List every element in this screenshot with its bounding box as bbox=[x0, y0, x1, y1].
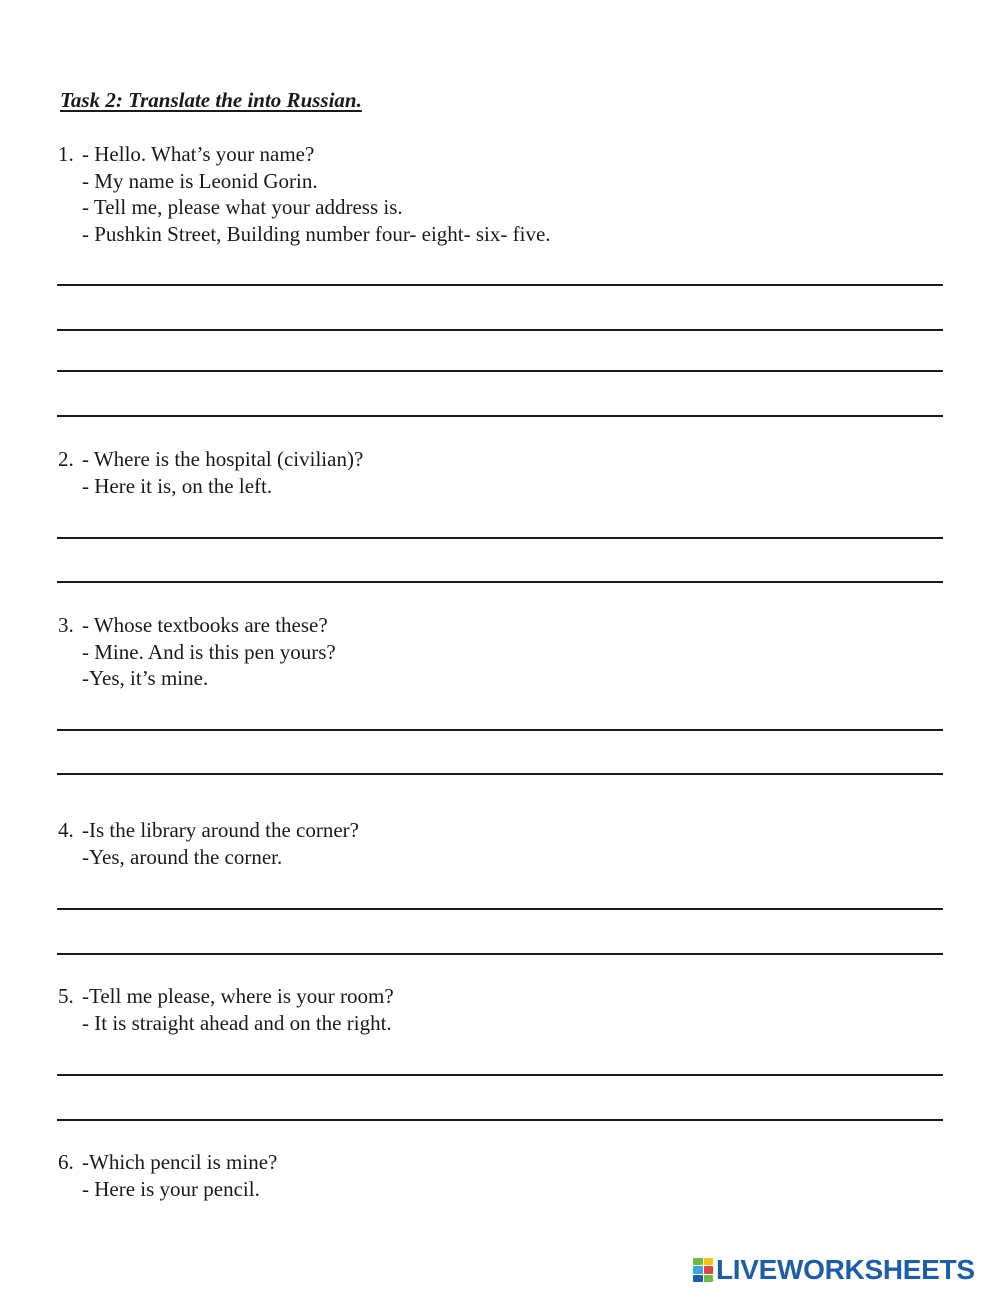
answer-line-1-1[interactable] bbox=[57, 284, 943, 286]
exercise-number: 5. bbox=[58, 984, 74, 1008]
exercise-line bbox=[58, 168, 551, 195]
dialogue-line: - Pushkin Street, Building number four- eight- six- five. bbox=[82, 221, 551, 246]
exercise-line bbox=[58, 612, 336, 639]
dialogue-line: -Yes, around the corner. bbox=[82, 844, 283, 869]
exercise-line bbox=[58, 141, 551, 168]
exercise-line bbox=[58, 665, 336, 692]
answer-line-4-1[interactable] bbox=[57, 908, 943, 910]
exercise-line bbox=[58, 1176, 277, 1203]
exercise-3 bbox=[58, 612, 336, 692]
dialogue-line: - Whose textbooks are these? bbox=[82, 613, 328, 637]
exercise-line bbox=[58, 1010, 394, 1037]
dialogue-line: -Is the library around the corner? bbox=[82, 818, 359, 842]
answer-line-1-4[interactable] bbox=[57, 415, 943, 417]
dialogue-line: - Where is the hospital (civilian)? bbox=[82, 447, 364, 471]
exercise-number: 1. bbox=[58, 142, 74, 166]
exercise-line bbox=[58, 446, 363, 473]
answer-line-4-2[interactable] bbox=[57, 953, 943, 955]
dialogue-line: - Mine. And is this pen yours? bbox=[82, 639, 336, 664]
exercise-line bbox=[58, 1149, 277, 1176]
exercise-number: 6. bbox=[58, 1150, 74, 1174]
answer-line-5-1[interactable] bbox=[57, 1074, 943, 1076]
exercise-4 bbox=[58, 817, 359, 870]
exercise-number: 2. bbox=[58, 447, 74, 471]
liveworksheets-logo-icon bbox=[693, 1258, 713, 1282]
exercise-6 bbox=[58, 1149, 277, 1202]
dialogue-line: - Here is your pencil. bbox=[82, 1176, 260, 1201]
liveworksheets-logo bbox=[693, 1254, 975, 1286]
answer-line-3-2[interactable] bbox=[57, 773, 943, 775]
exercise-number: 3. bbox=[58, 613, 74, 637]
exercise-line bbox=[58, 817, 359, 844]
dialogue-line: - It is straight ahead and on the right. bbox=[82, 1010, 392, 1035]
exercise-5 bbox=[58, 983, 394, 1036]
answer-line-2-1[interactable] bbox=[57, 537, 943, 539]
logo-text: LIVEWORKSHEETS bbox=[716, 1254, 975, 1285]
dialogue-line: - Tell me, please what your address is. bbox=[82, 195, 403, 219]
dialogue-line: - Here it is, on the left. bbox=[82, 473, 273, 498]
answer-line-1-3[interactable] bbox=[57, 370, 943, 372]
answer-line-2-2[interactable] bbox=[57, 581, 943, 583]
exercise-1 bbox=[58, 141, 551, 247]
dialogue-line: - Hello. What’s your name? bbox=[82, 142, 315, 166]
task-title: Task 2: Translate the into Russian. bbox=[60, 88, 362, 112]
exercise-line bbox=[58, 844, 359, 871]
exercise-line bbox=[58, 194, 551, 221]
dialogue-line: -Which pencil is mine? bbox=[82, 1150, 278, 1174]
dialogue-line: - My name is Leonid Gorin. bbox=[82, 168, 318, 193]
exercise-2 bbox=[58, 446, 363, 499]
exercise-line bbox=[58, 221, 551, 248]
answer-line-1-2[interactable] bbox=[57, 329, 943, 331]
dialogue-line: -Yes, it’s mine. bbox=[82, 666, 209, 690]
answer-line-5-2[interactable] bbox=[57, 1119, 943, 1121]
dialogue-line: -Tell me please, where is your room? bbox=[82, 984, 394, 1008]
answer-line-3-1[interactable] bbox=[57, 729, 943, 731]
exercise-line bbox=[58, 639, 336, 666]
exercise-number: 4. bbox=[58, 818, 74, 842]
exercise-line bbox=[58, 473, 363, 500]
exercise-line bbox=[58, 983, 394, 1010]
